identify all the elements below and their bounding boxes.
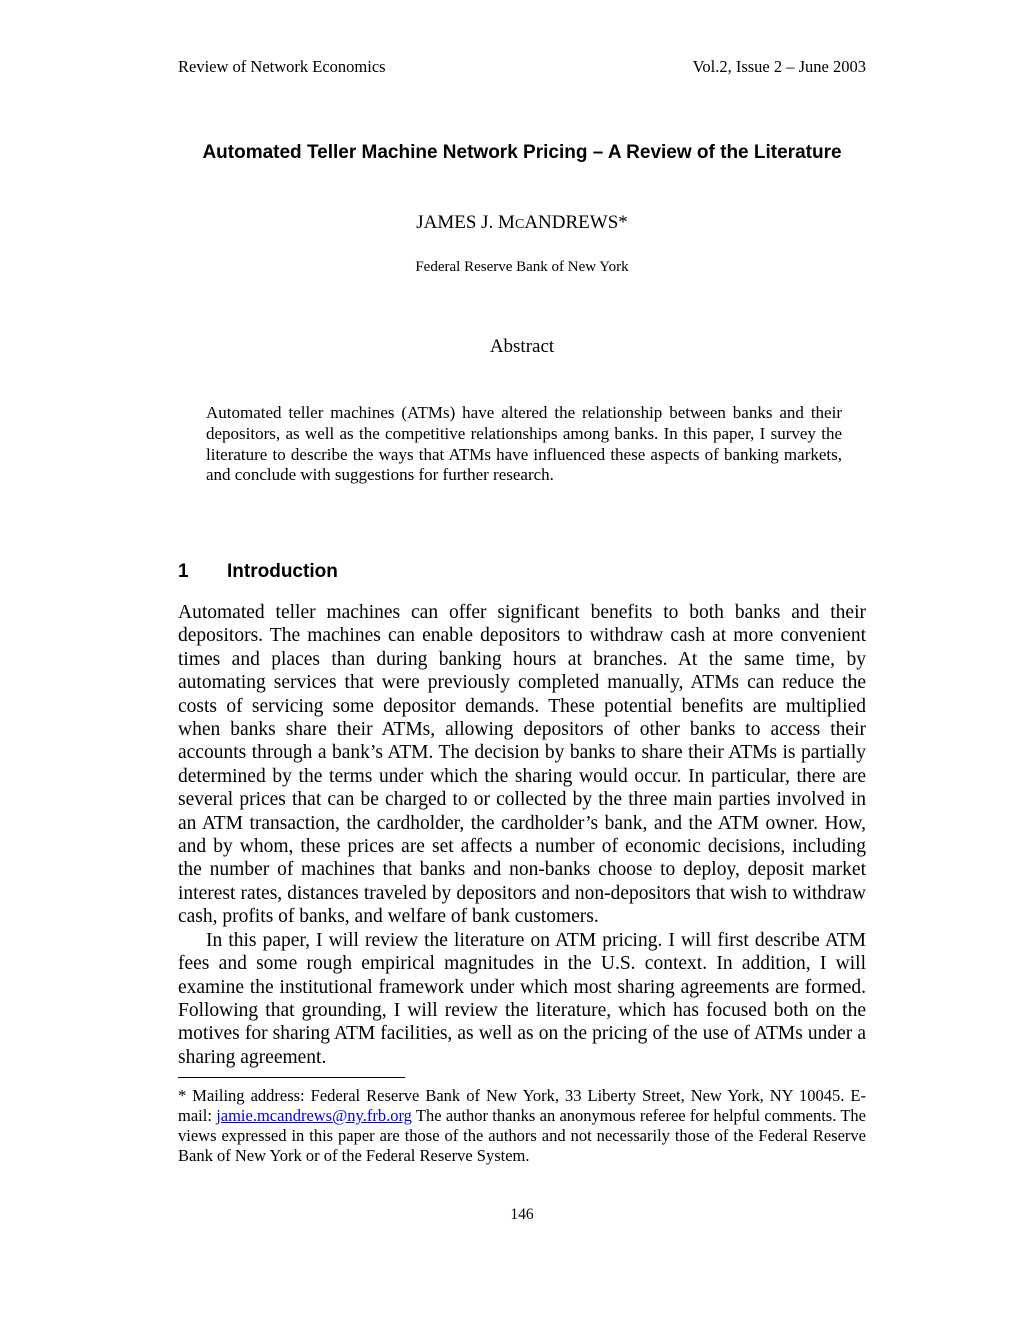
footnote-before-link: * Mailing address: Federal Reserve Bank of New York, 33 Liberty Street, New York, NY 10045. E-mail:	[178, 1086, 866, 1125]
author-name	[178, 211, 866, 236]
section-title: Introduction	[227, 561, 338, 582]
footnote-after-link: The author thanks an anonymous referee for helpful comments. The views expressed in this paper are those of the authors and not necessarily those of the Federal Reserve Bank of New York or of the Federal Reserve System.	[178, 1106, 866, 1165]
body-text	[178, 601, 866, 1069]
page-number: 146	[510, 1206, 534, 1223]
author-name-suffix: ANDREWS*	[524, 212, 628, 233]
paragraph-2: In this paper, I will review the literature on ATM pricing. I will first describe ATM fees and some rough empirical magnitudes in the U.S. context. In addition, I will examine the institutional framework under which most sharing agreements are formed. Following that grounding, I will review the literature, which has focused both on the motives for sharing ATM facilities, as well as on the pricing of the use of ATMs under a sharing agreement.	[178, 929, 866, 1068]
abstract-text: Automated teller machines (ATMs) have altered the relationship between banks and their depositors, as well as the competitive relationships among banks. In this paper, I survey the literature to describe the ways that ATMs have influenced these aspects of banking markets, and conclude with suggestions for further research.	[206, 403, 842, 485]
section-heading	[178, 560, 866, 583]
journal-name: Review of Network Economics	[178, 57, 386, 76]
abstract-heading: Abstract	[489, 336, 555, 357]
paragraph-1: Automated teller machines can offer significant benefits to both banks and their depositors. The machines can enable depositors to withdraw cash at more convenient times and places than during banking hours at branches. At the same time, by automating services that were previously completed manually, ATMs can reduce the costs of servicing some depositor demands. These potential benefits are multiplied when banks share their ATMs, allowing depositors of other banks to access their accounts through a bank’s ATM. The decision by banks to share their ATMs is partially determined by the terms under which the sharing would occur. In particular, there are several prices that can be charged to or collected by the three main parties involved in an ATM transaction, the cardholder, the cardholder’s bank, and the ATM owner. How, and by whom, these prices are set affects a number of economic decisions, including the number of machines that banks and non-banks choose to deploy, deposit market interest rates, distances traveled by depositors and non-depositors that wish to withdraw cash, profits of banks, and welfare of bank customers.	[178, 602, 866, 928]
author-name-prefix: JAMES J. M	[416, 212, 515, 233]
running-header	[178, 57, 866, 77]
paper-title: Automated Teller Machine Network Pricing – A Review of the Literature	[202, 142, 842, 163]
author-name-smallcap: C	[514, 217, 525, 232]
footnote-separator	[178, 1077, 405, 1078]
email-link[interactable]: jamie.mcandrews@ny.frb.org	[216, 1106, 412, 1125]
author-affiliation: Federal Reserve Bank of New York	[415, 259, 629, 275]
issue-info: Vol.2, Issue 2 – June 2003	[692, 57, 866, 76]
footnote-text	[178, 1086, 866, 1166]
section-number: 1	[178, 561, 189, 582]
